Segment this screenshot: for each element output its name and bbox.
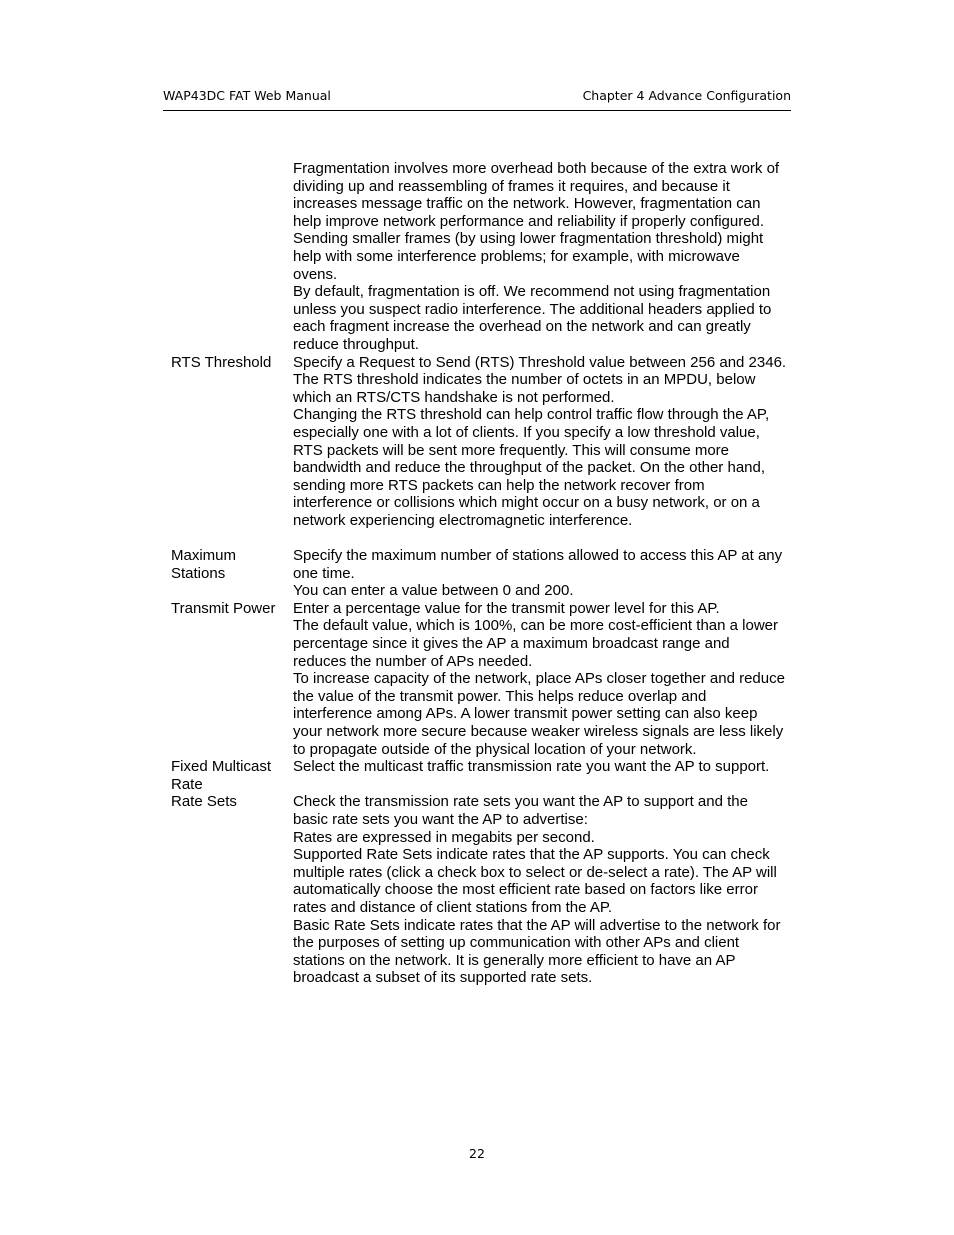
- description-paragraph: Basic Rate Sets indicate rates that the AP will advertise to the network for the purposes of setting up communication with other APs and client stations on the network. It is generally more efficient to have an AP broadcast a subset of its supported rate sets.: [293, 916, 781, 987]
- definition-list: [171, 160, 791, 987]
- manual-title: WAP43DC FAT Web Manual: [163, 88, 331, 103]
- description-paragraph: To increase capacity of the network, place APs closer together and reduce the value of the transmit power. This helps reduce overlap and interference among APs. A lower transmit power setting can also keep your network more secure because weaker wireless signals are less likely to propagate outside of the physical location of your network.: [293, 670, 785, 758]
- term-label: RTS Threshold: [171, 353, 272, 371]
- term-label: Fixed Multicast Rate: [171, 758, 272, 793]
- term-label: Maximum Stations: [171, 547, 237, 582]
- term-description: [293, 160, 787, 354]
- description-paragraph: The RTS threshold indicates the number of octets in an MPDU, below which an RTS/CTS handshake is not performed.: [293, 371, 756, 406]
- description-paragraph: Select the multicast traffic transmission rate you want the AP to support.: [293, 758, 770, 776]
- description-paragraph: Specify the maximum number of stations allowed to access this AP at any one time.: [293, 547, 783, 582]
- term-description: [293, 600, 787, 758]
- description-paragraph: Enter a percentage value for the transmit power level for this AP.: [293, 599, 720, 617]
- page-number: 22: [469, 1146, 485, 1161]
- description-paragraph: You can enter a value between 0 and 200.: [293, 582, 574, 600]
- term-description: [293, 793, 787, 987]
- term-label: [171, 160, 293, 354]
- description-paragraph: Specify a Request to Send (RTS) Threshold value between 256 and 2346.: [293, 353, 787, 371]
- term-description: [293, 354, 787, 530]
- maximum-stations-entry: [171, 547, 791, 600]
- description-paragraph: Fragmentation involves more overhead both because of the extra work of dividing up and reassembling of frames it requires, and because it increases message traffic on the network. However, fragmentation can help improve network performance and reliability if properly configured. Sending smaller frames (by using lower fragmentation threshold) might help with some interference problems; for example, with microwave ovens.: [293, 160, 780, 283]
- page-header: [163, 88, 791, 111]
- description-paragraph: The default value, which is 100%, can be more cost-efficient than a lower percentage since it gives the AP a maximum broadcast range and reduces the number of APs needed.: [293, 617, 778, 670]
- term-label: Rate Sets: [171, 793, 237, 811]
- term-description: [293, 547, 787, 600]
- description-paragraph: Check the transmission rate sets you want the AP to support and the basic rate sets you want the AP to advertise:: [293, 793, 748, 828]
- rate-sets-entry: [171, 793, 791, 987]
- description-paragraph: By default, fragmentation is off. We recommend not using fragmentation unless you suspect radio interference. The additional headers applied to each fragment increase the overhead on the network and can greatly reduce throughput.: [293, 283, 772, 353]
- description-paragraph: Rates are expressed in megabits per second.: [293, 828, 595, 846]
- fragmentation-entry: [171, 160, 791, 354]
- rts-threshold-entry: [171, 354, 791, 530]
- term-description: [293, 758, 787, 793]
- description-paragraph: Supported Rate Sets indicate rates that the AP supports. You can check multiple rates (click a check box to select or de-select a rate). The AP will automatically choose the most efficient rate based on factors like error rates and distance of client stations from the AP.: [293, 846, 777, 916]
- chapter-title: Chapter 4 Advance Configuration: [582, 88, 791, 103]
- transmit-power-entry: [171, 600, 791, 758]
- fixed-multicast-rate-entry: [171, 758, 791, 793]
- description-paragraph: Changing the RTS threshold can help control traffic flow through the AP, especially one with a lot of clients. If you specify a low threshold value, RTS packets will be sent more frequently. This will consume more bandwidth and reduce the throughput of the packet. On the other hand, sending more RTS packets can help the network recover from interference or collisions which might occur on a busy network, or on a network experiencing electromagnetic interference.: [293, 406, 770, 529]
- term-label: Transmit Power: [171, 599, 276, 617]
